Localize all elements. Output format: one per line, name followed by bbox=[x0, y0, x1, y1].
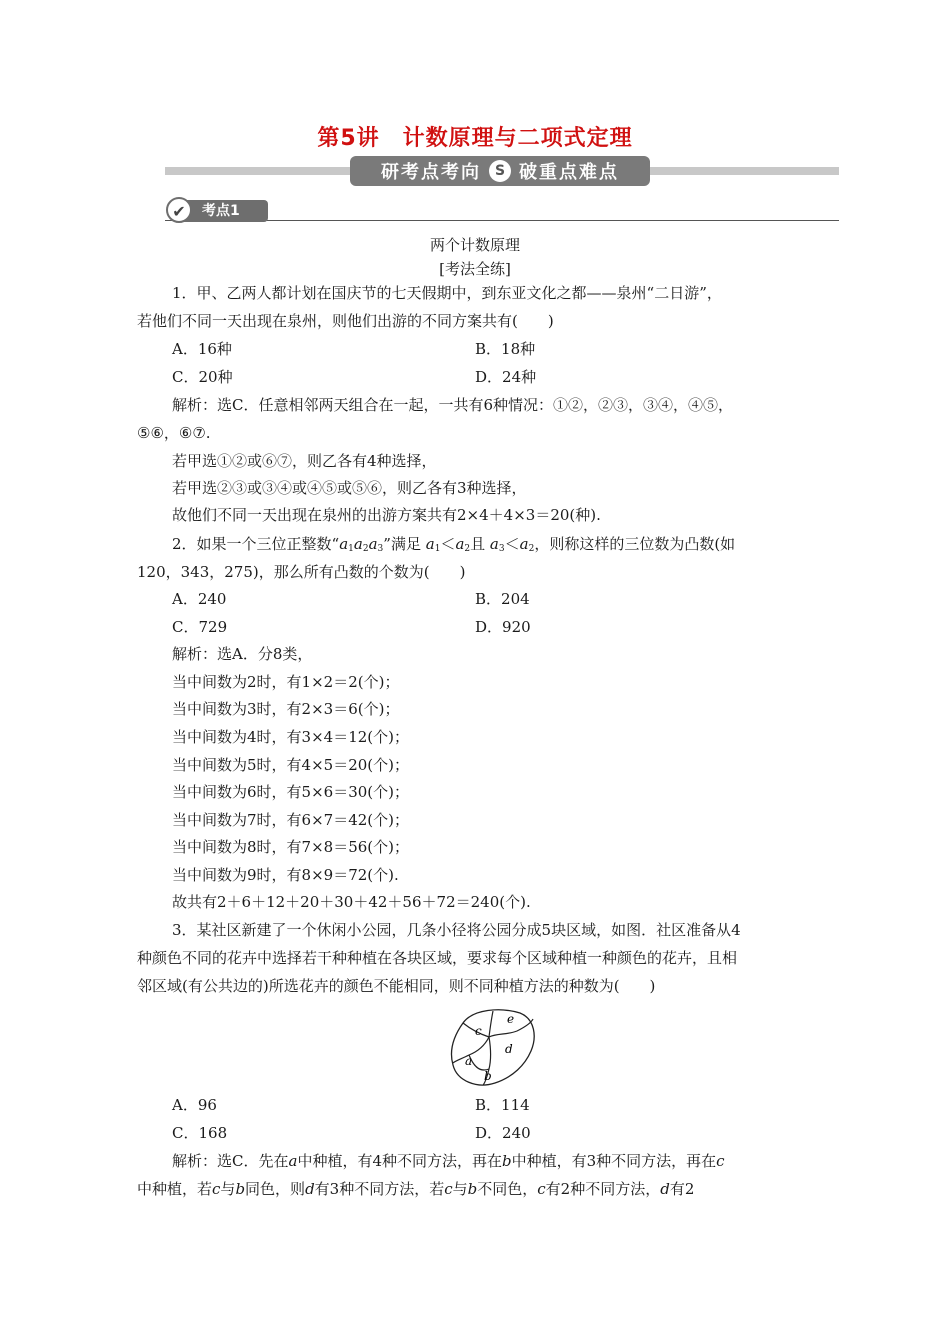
banner-separator-icon: S bbox=[489, 160, 511, 182]
banner-left-text: 研考点考向 bbox=[381, 162, 481, 183]
section-subtitle: [考法全练] bbox=[439, 260, 511, 278]
q3-stem-line1: 3．某社区新建了一个休闲小公园，几条小径将公园分成5块区域，如图．社区准备从4 bbox=[172, 921, 741, 939]
park-region-diagram bbox=[445, 1005, 540, 1090]
q1-solution-line4: 若甲选②③或③④或④⑤或⑤⑥，则乙各有3种选择， bbox=[172, 479, 527, 497]
q3-stem-line3: 邻区域(有公共边的)所选花卉的颜色不能相同，则不同种植方法的种数为( ) bbox=[137, 977, 656, 995]
q2-case: 当中间数为2时，有1×2＝2(个)； bbox=[172, 673, 400, 691]
q3-solution-line2: 中种植，若c与b同色，则d有3种不同方法，若c与b不同色，c有2种不同方法，d有2 bbox=[137, 1180, 695, 1198]
q1-solution-line1: 解析：选C．任意相邻两天组合在一起，一共有6种情况：①②，②③，③④，④⑤， bbox=[172, 396, 734, 414]
q1-stem-line2: 若他们不同一天出现在泉州，则他们出游的不同方案共有( ) bbox=[137, 312, 554, 330]
page-title: 第5讲 计数原理与二项式定理 bbox=[317, 126, 633, 151]
q2-solution-line1: 解析：选A．分8类， bbox=[172, 645, 313, 663]
banner-right-text: 破重点难点 bbox=[519, 162, 619, 183]
q1-option-a: A．16种 bbox=[172, 340, 232, 358]
q2-case: 当中间数为9时，有8×9＝72(个). bbox=[172, 866, 399, 884]
q3-option-a: A．96 bbox=[172, 1096, 217, 1114]
q2-case: 当中间数为3时，有2×3＝6(个)； bbox=[172, 700, 400, 718]
q1-solution-line2: ⑤⑥，⑥⑦. bbox=[137, 424, 211, 442]
section-banner bbox=[350, 156, 650, 186]
q2-case: 当中间数为7时，有6×7＝42(个)； bbox=[172, 811, 409, 829]
q1-solution-line3: 若甲选①②或⑥⑦，则乙各有4种选择， bbox=[172, 452, 437, 470]
region-label-a: a bbox=[465, 1054, 473, 1068]
q2-case: 当中间数为8时，有7×8＝56(个)； bbox=[172, 838, 409, 856]
q1-stem-line1: 1．甲、乙两人都计划在国庆节的七天假期中，到东亚文化之都——泉州“二日游”， bbox=[172, 284, 722, 302]
check-icon: ✔ bbox=[166, 197, 192, 223]
q2-option-c: C．729 bbox=[172, 618, 228, 636]
q3-option-c: C．168 bbox=[172, 1124, 228, 1142]
q2-option-d: D．920 bbox=[475, 618, 531, 636]
q2-case: 当中间数为4时，有3×4＝12(个)； bbox=[172, 728, 409, 746]
q3-solution-line1: 解析：选C．先在a中种植，有4种不同方法，再在b中种植，有3种不同方法，再在c bbox=[172, 1152, 725, 1170]
q2-stem-line2: 120，343，275)，那么所有凸数的个数为( ) bbox=[137, 563, 466, 581]
q2-option-a: A．240 bbox=[172, 590, 227, 608]
topic-badge bbox=[168, 200, 268, 222]
q1-option-c: C．20种 bbox=[172, 368, 233, 386]
region-label-e: e bbox=[507, 1012, 515, 1026]
region-label-b: b bbox=[484, 1069, 492, 1083]
region-label-c: c bbox=[475, 1024, 482, 1038]
q2-case: 当中间数为5时，有4×5＝20(个)； bbox=[172, 756, 409, 774]
section-title: 两个计数原理 bbox=[429, 236, 520, 254]
q1-option-b: B．18种 bbox=[475, 340, 536, 358]
q2-stem-line1: 2．如果一个三位正整数“$a_1a_2a_3$”满足 $a_1<a_2$且 $a_3<a_2$，则称这样的三位数为凸数(如 bbox=[172, 535, 736, 554]
topic-badge-label: 考点1 bbox=[202, 203, 240, 219]
q3-stem-line2: 种颜色不同的花卉中选择若干种种植在各块区域，要求每个区域种植一种颜色的花卉，且相 bbox=[137, 949, 738, 967]
q2-case: 当中间数为6时，有5×6＝30(个)； bbox=[172, 783, 409, 801]
q2-total: 故共有2＋6＋12＋20＋30＋42＋56＋72＝240(个). bbox=[172, 893, 531, 911]
q1-solution-line5: 故他们不同一天出现在泉州的出游方案共有2×4＋4×3＝20(种). bbox=[172, 506, 601, 524]
region-label-d: d bbox=[505, 1042, 513, 1056]
q3-option-d: D．240 bbox=[475, 1124, 531, 1142]
q2-option-b: B．204 bbox=[475, 590, 530, 608]
q3-option-b: B．114 bbox=[475, 1096, 530, 1114]
q1-option-d: D．24种 bbox=[475, 368, 537, 386]
